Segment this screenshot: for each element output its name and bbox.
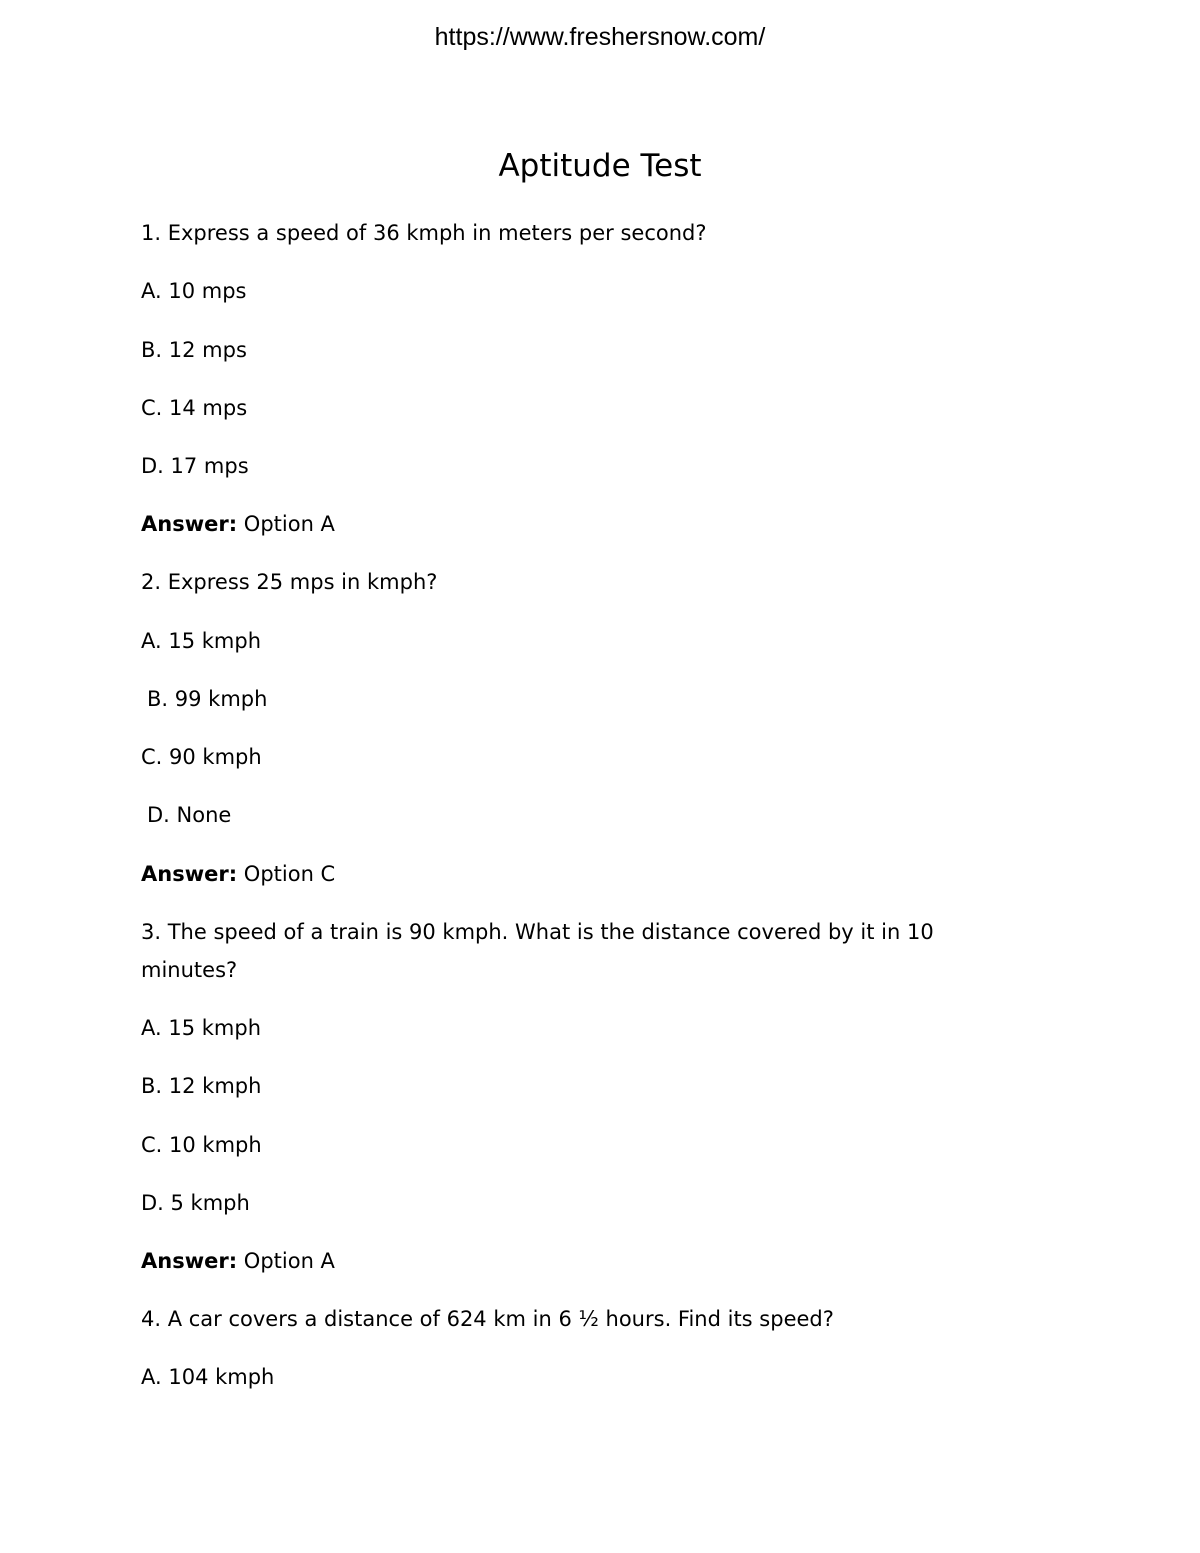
q3-option-a: A. 15 kmph: [141, 1016, 262, 1040]
answer-label: Answer:: [141, 1249, 238, 1273]
q2-option-b: B. 99 kmph: [147, 687, 268, 711]
q3-option-b: B. 12 kmph: [141, 1074, 262, 1098]
q2-answer: [141, 855, 335, 893]
q4-option-a: A. 104 kmph: [141, 1365, 275, 1389]
q1-answer: [141, 505, 335, 543]
q1-option-a: A. 10 mps: [141, 279, 247, 303]
q2-option-d: D. None: [147, 803, 232, 827]
q1-option-d: D. 17 mps: [141, 454, 249, 478]
question-2: 2. Express 25 mps in kmph?: [141, 570, 438, 594]
q2-answer-value: Option C: [243, 862, 336, 886]
q3-option-d: D. 5 kmph: [141, 1191, 250, 1215]
answer-label: Answer:: [141, 512, 238, 536]
question-4: 4. A car covers a distance of 624 km in 6 ½ hours. Find its speed?: [141, 1307, 834, 1331]
q3-option-c: C. 10 kmph: [141, 1133, 262, 1157]
answer-label: Answer:: [141, 862, 238, 886]
question-1: 1. Express a speed of 36 kmph in meters per second?: [141, 221, 707, 245]
q1-option-c: C. 14 mps: [141, 396, 248, 420]
q2-option-a: A. 15 kmph: [141, 629, 262, 653]
document-title: Aptitude Test: [498, 148, 702, 184]
question-3-line-1: 3. The speed of a train is 90 kmph. What is the distance covered by it in 10: [141, 920, 934, 944]
page-header-url: https://www.freshersnow.com/: [434, 23, 766, 51]
q3-answer-value: Option A: [243, 1249, 335, 1273]
q2-option-c: C. 90 kmph: [141, 745, 262, 769]
q3-answer: [141, 1242, 335, 1280]
q1-answer-value: Option A: [243, 512, 335, 536]
q1-option-b: B. 12 mps: [141, 338, 247, 362]
question-3-line-2: minutes?: [141, 958, 238, 982]
